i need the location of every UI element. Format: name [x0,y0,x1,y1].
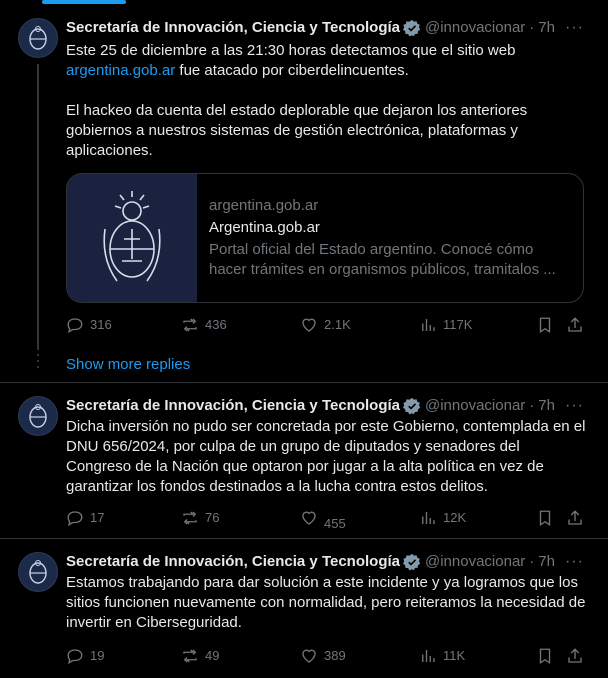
coat-of-arms-icon [23,401,53,431]
more-options-icon[interactable]: ··· [565,397,584,414]
account-name[interactable]: Secretaría de Innovación, Ciencia y Tecnología [66,397,400,414]
separator: · [529,397,535,414]
repost-count: 436 [205,317,227,332]
bookmark-button[interactable] [536,647,560,665]
bookmark-icon [536,316,554,334]
tweet-text-line: Este 25 de diciembre a las 21:30 horas detectamos que el sitio web [66,42,516,59]
verified-badge-icon [403,19,421,37]
repost-icon [181,509,199,527]
bookmark-button[interactable] [536,509,560,527]
account-name[interactable]: Secretaría de Innovación, Ciencia y Tecnología [66,553,400,570]
views-count: 117K [443,317,473,332]
like-button[interactable] [300,316,351,334]
separator: · [529,553,535,570]
share-button[interactable] [566,647,590,665]
bookmark-button[interactable] [536,316,560,334]
card-domain: argentina.gob.ar [209,197,319,214]
share-icon [566,509,584,527]
thread-gap-dots [36,350,40,372]
avatar[interactable] [18,552,58,592]
account-handle[interactable]: @innovacionar [425,19,526,36]
views-icon [419,316,437,334]
card-image [67,174,197,303]
bookmark-icon [536,509,554,527]
show-more-replies-link[interactable]: Show more replies [66,356,191,373]
views-icon [419,509,437,527]
verified-badge-icon [403,397,421,415]
repost-icon [181,647,199,665]
reply-count: 19 [90,648,105,663]
coat-of-arms-icon [23,557,53,587]
coat-of-arms-icon [97,189,167,289]
like-button[interactable] [300,509,346,531]
tweet-3[interactable] [0,538,608,678]
views-count: 12K [443,510,467,525]
tweet-text: Dicha inversión no pudo ser concretada por este Gobierno, contemplada en el DNU 656/2024, por culpa de un grupo de diputados y senadores del Congreso de la Nación que optaron por jugar a la alta política en vez de garantizar los fondos destinados a la lucha contra estos delitos. [66,418,586,495]
card-description: Portal oficial del Estado argentino. Conocé cómo hacer trámites en organismos públicos, tramitalos ... [209,241,556,278]
account-handle[interactable]: @innovacionar [425,553,526,570]
verified-badge-icon [403,553,421,571]
tweet-paragraph: El hackeo da cuenta del estado deplorable que dejaron los anteriores gobiernos a nuestros sistemas de gestión electrónica, plataformas y aplicaciones. [66,102,528,159]
thread-line [37,64,39,350]
heart-icon [300,316,318,334]
share-button[interactable] [566,316,590,334]
repost-icon [181,316,199,334]
repost-button[interactable] [181,316,227,334]
repost-button[interactable] [181,647,219,665]
reply-button[interactable] [66,647,104,665]
repost-button[interactable] [181,509,219,527]
tweet-time[interactable]: 7h [538,553,555,570]
account-name[interactable]: Secretaría de Innovación, Ciencia y Tecnología [66,19,400,36]
views-button[interactable] [419,647,465,665]
reply-icon [66,316,84,334]
link-card[interactable] [66,173,584,303]
bookmark-icon [536,647,554,665]
like-count: 455 [324,516,346,531]
views-button[interactable] [419,316,472,334]
card-title: Argentina.gob.ar [209,219,320,236]
more-options-icon[interactable]: ··· [565,553,584,570]
repost-count: 76 [205,510,220,525]
tweet-link[interactable]: argentina.gob.ar [66,62,176,79]
reply-button[interactable] [66,509,104,527]
heart-icon [300,509,318,527]
coat-of-arms-icon [23,23,53,53]
like-button[interactable] [300,647,346,665]
like-count: 2.1K [324,317,351,332]
reply-button[interactable] [66,316,112,334]
reply-icon [66,647,84,665]
share-icon [566,316,584,334]
share-icon [566,647,584,665]
views-icon [419,647,437,665]
more-options-icon[interactable]: ··· [565,19,584,36]
views-count: 11K [443,648,466,663]
reply-count: 17 [90,510,105,525]
heart-icon [300,647,318,665]
account-handle[interactable]: @innovacionar [425,397,526,414]
tweet-time[interactable]: 7h [538,19,555,36]
separator: · [529,19,535,36]
tweet-2[interactable] [0,382,608,538]
views-button[interactable] [419,509,466,527]
like-count: 389 [324,648,346,663]
reply-count: 316 [90,317,112,332]
avatar[interactable] [18,18,58,58]
avatar[interactable] [18,396,58,436]
repost-count: 49 [205,648,220,663]
tweet-text: Estamos trabajando para dar solución a este incidente y ya logramos que los sitios funcionen nuevamente con normalidad, pero reiteramos la necesidad de invertir en Ciberseguridad. [66,574,586,631]
tweet-text-rest: fue atacado por ciberdelincuentes. [175,62,409,79]
reply-icon [66,509,84,527]
tweet-time[interactable]: 7h [538,397,555,414]
share-button[interactable] [566,509,590,527]
